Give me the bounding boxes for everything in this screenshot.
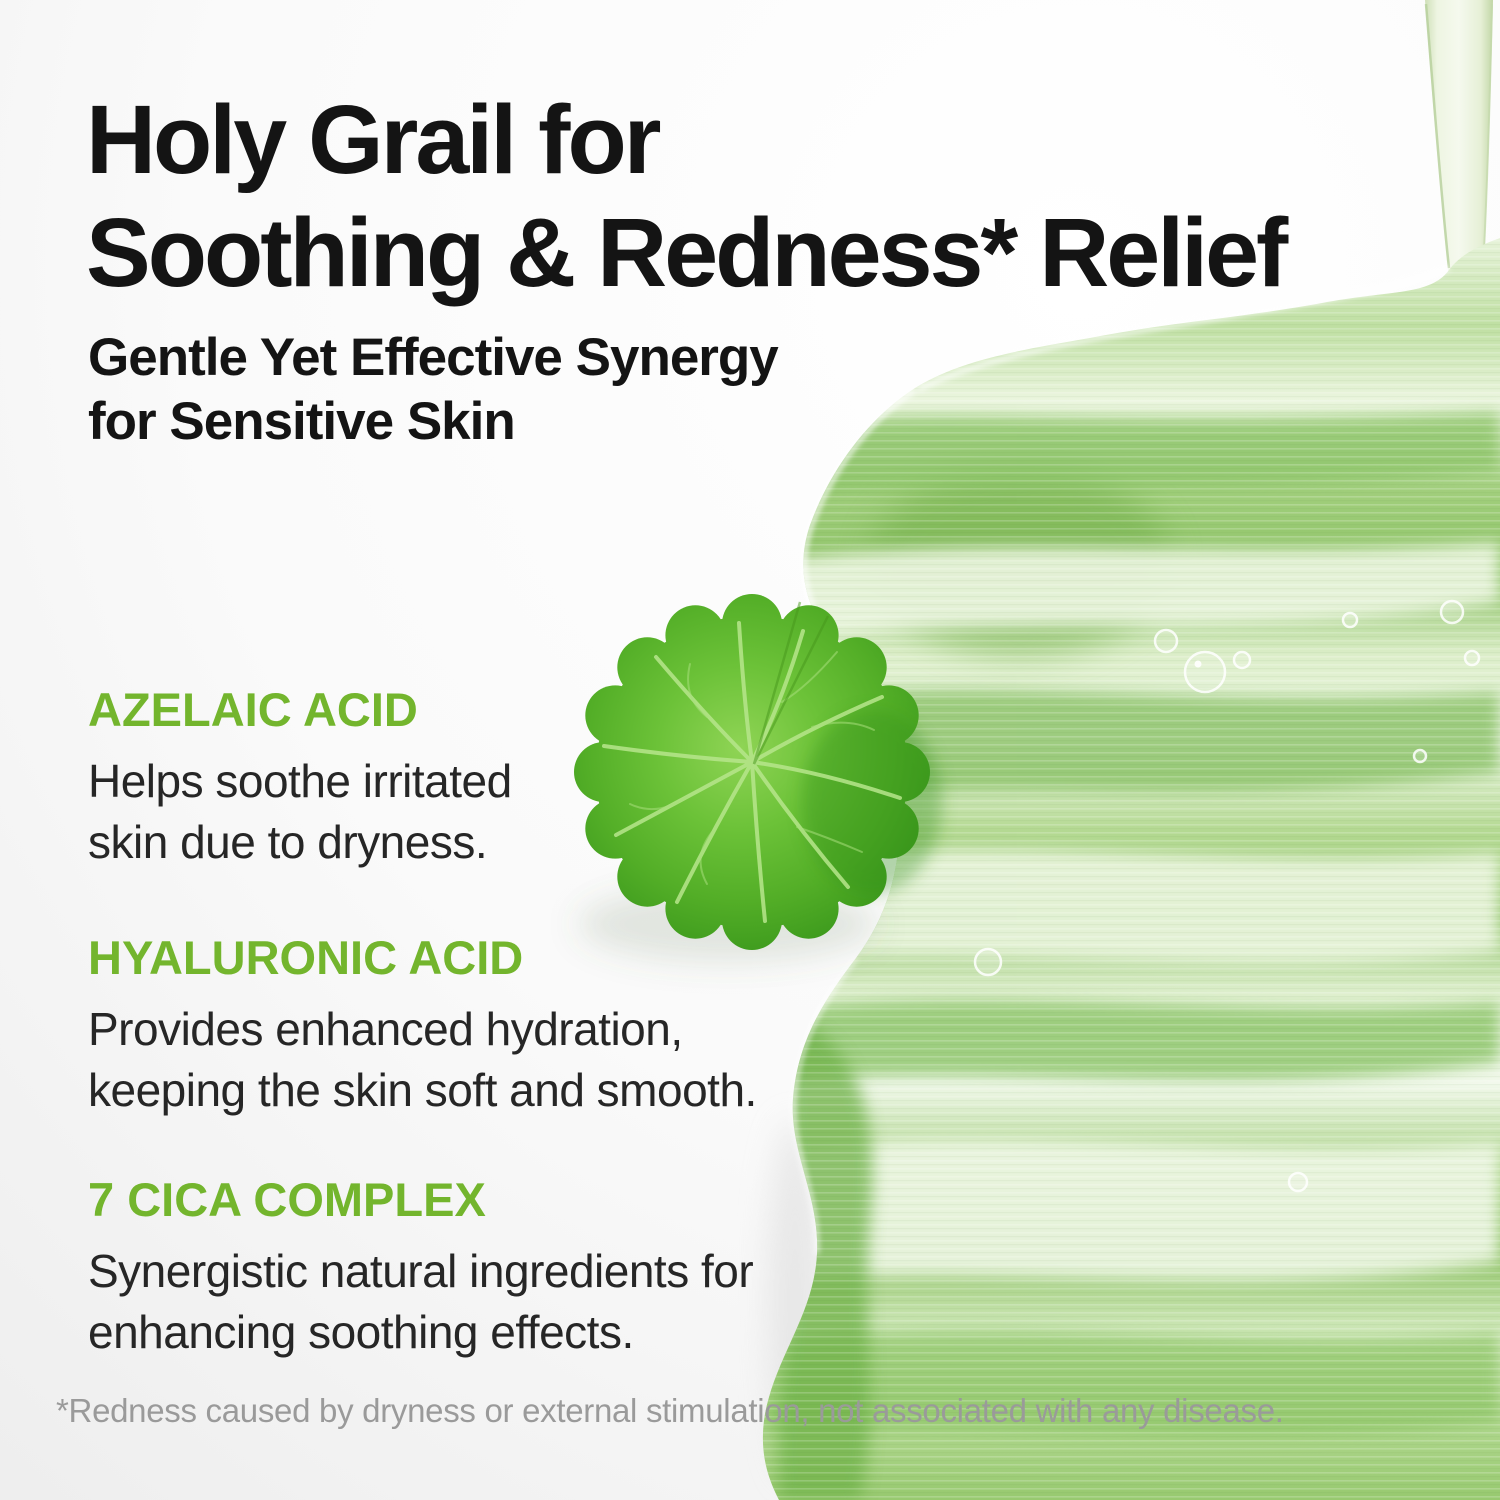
ingredient-name: AZELAIC ACID: [88, 683, 418, 736]
ingredient-section-azelaic-acid: [88, 682, 512, 872]
description-line: Helps soothe irritated: [88, 755, 512, 807]
description-line: Synergistic natural ingredients for: [88, 1245, 754, 1297]
description-line: skin due to dryness.: [88, 815, 488, 868]
ingredient-name: 7 CICA COMPLEX: [88, 1173, 486, 1226]
subheadline-line1: Gentle Yet Effective Synergy: [88, 328, 778, 387]
subheadline: [88, 326, 778, 453]
ingredient-section-7-cica-complex: [88, 1172, 753, 1362]
ingredient-description: [88, 1241, 753, 1362]
subheadline-line2: for Sensitive Skin: [88, 391, 515, 451]
headline: [86, 84, 1285, 309]
headline-line1: Holy Grail for: [86, 85, 659, 194]
ingredient-name: HYALURONIC ACID: [88, 931, 524, 984]
headline-line2: Soothing & Redness* Relief: [86, 197, 1286, 307]
description-line: keeping the skin soft and smooth.: [88, 1063, 757, 1116]
ingredient-description: [88, 999, 757, 1120]
footnote-disclaimer: *Redness caused by dryness or external stimulation, not associated with any disease.: [56, 1392, 1284, 1429]
ingredient-description: [88, 751, 512, 872]
description-line: Provides enhanced hydration,: [88, 1003, 683, 1055]
ingredient-section-hyaluronic-acid: [88, 930, 757, 1120]
description-line: enhancing soothing effects.: [88, 1305, 634, 1358]
